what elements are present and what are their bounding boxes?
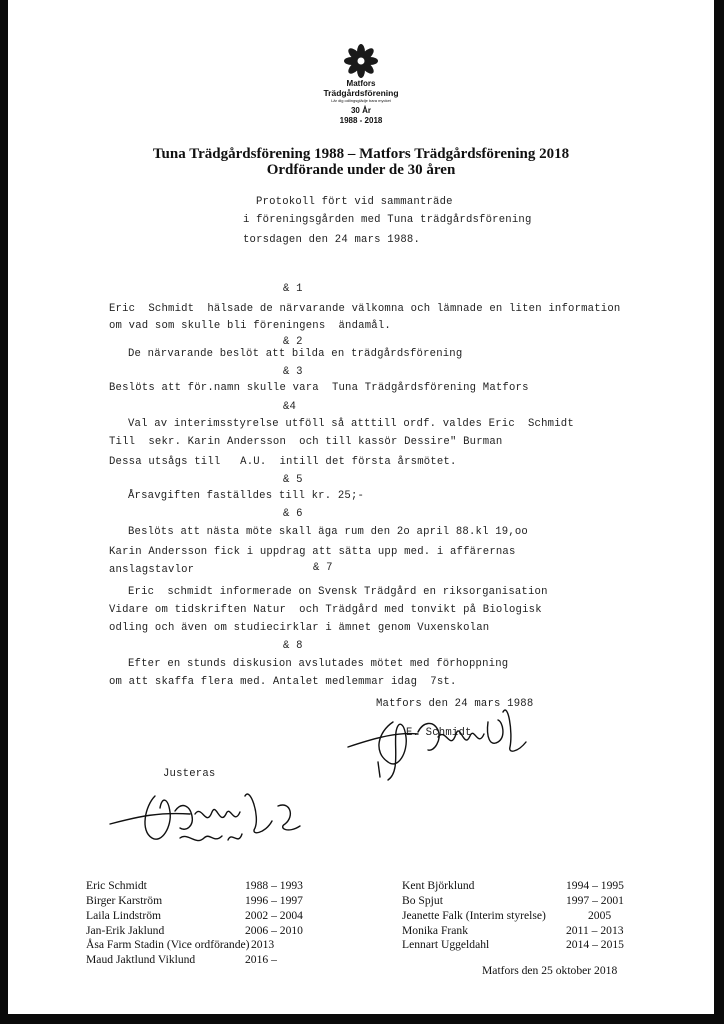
place-date: Matfors den 24 mars 1988	[376, 698, 534, 710]
protocol-line: Årsavgiften faställdes till kr. 25;-	[128, 490, 365, 502]
protocol-line: Vidare om tidskriften Natur och Trädgård med tonvikt på Biologisk	[109, 604, 542, 616]
chair-name: Bo Spjut	[402, 894, 443, 907]
chair-years: 2013	[251, 938, 275, 951]
signature-schmidt	[338, 692, 538, 784]
protocol-line: om vad som skulle bli föreningens ändamål.	[109, 320, 391, 332]
protocol-line: Efter en stunds diskusion avslutades mötet med förhoppning	[128, 658, 509, 670]
protocol-header-line: i föreningsgården med Tuna trädgårdsförening	[243, 214, 532, 226]
chair-name: Jeanette Falk (Interim styrelse)	[402, 909, 546, 922]
chair-name: Eric Schmidt	[86, 879, 147, 892]
page-subtitle: Ordförande under de 30 åren	[266, 162, 456, 178]
protocol-line: Till sekr. Karin Andersson och till kassör Dessire" Burman	[109, 436, 503, 448]
logo-name: Matfors	[346, 79, 376, 88]
section-marker: & 1	[283, 283, 303, 295]
chair-years: 2016 –	[245, 953, 277, 966]
document-page	[8, 0, 714, 1014]
chair-years: 2014 – 2015	[566, 938, 624, 951]
protocol-line: Val av interimsstyrelse utföll så atttill ordf. valdes Eric Schmidt	[128, 418, 574, 430]
logo-tagline: Lär dig odlingsglädje bara mycket	[331, 98, 391, 103]
section-marker: & 6	[283, 508, 303, 520]
protocol-line: Eric schmidt informerade on Svensk Trädgård en riksorganisation	[128, 586, 548, 598]
chair-name: Åsa Farm Stadin (Vice ordförande)	[86, 938, 250, 951]
logo-anniversary: 30 År	[350, 106, 371, 115]
section-marker: & 3	[283, 366, 303, 378]
chair-years: 2011 – 2013	[566, 924, 624, 937]
chair-name: Kent Björklund	[402, 879, 475, 892]
protocol-line: Eric Schmidt hälsade de närvarande välkomna och lämnade en liten information	[109, 303, 621, 315]
chair-name: Lennart Uggeldahl	[402, 938, 490, 951]
logo-years: 1988 - 2018	[339, 116, 383, 125]
chair-name: Monika Frank	[402, 924, 469, 937]
signer-name: E. Schmidt	[406, 727, 472, 739]
chair-years: 2006 – 2010	[245, 924, 303, 937]
logo-org: Trädgårdsförening	[323, 88, 399, 98]
protocol-line: odling och även om studiecirklar i ämnet genom Vuxenskolan	[109, 622, 490, 634]
justeras-label: Justeras	[163, 768, 216, 780]
chair-name: Birger Karström	[86, 894, 163, 907]
chair-years: 1988 – 1993	[245, 879, 303, 892]
chair-years: 2005	[588, 909, 612, 922]
protocol-line: anslagstavlor	[109, 564, 195, 576]
protocol-line: De närvarande beslöt att bilda en trädgårdsförening	[128, 348, 463, 360]
chair-name: Laila Lindström	[86, 909, 162, 922]
chair-years: 1996 – 1997	[245, 894, 303, 907]
flower-logo-icon	[344, 44, 378, 78]
chair-name: Maud Jaktlund Viklund	[86, 953, 196, 966]
protocol-header-line: Protokoll fört vid sammanträde	[256, 196, 453, 208]
signature-justeras	[100, 776, 310, 858]
chair-years: 1994 – 1995	[566, 879, 624, 892]
footer-date: Matfors den 25 oktober 2018	[482, 964, 618, 977]
section-marker: & 2	[283, 336, 303, 348]
protocol-line: om att skaffa flera med. Antalet medlemmar idag 7st.	[109, 676, 457, 688]
chair-years: 1997 – 2001	[566, 894, 624, 907]
section-marker: & 5	[283, 474, 303, 486]
section-marker: & 8	[283, 640, 303, 652]
protocol-header-line: torsdagen den 24 mars 1988.	[243, 234, 421, 246]
protocol-line: Beslöts att nästa möte skall äga rum den 2o april 88.kl 19,oo	[128, 526, 528, 538]
protocol-line: Beslöts att för.namn skulle vara Tuna Trädgårdsförening Matfors	[109, 382, 529, 394]
protocol-line: Dessa utsågs till A.U. intill det första årsmötet.	[109, 456, 457, 468]
page-title: Tuna Trädgårdsförening 1988 – Matfors Trädgårdsförening 2018	[152, 146, 570, 162]
chair-years: 2002 – 2004	[245, 909, 303, 922]
section-marker: & 7	[313, 562, 333, 574]
protocol-line: Karin Andersson fick i uppdrag att sätta upp med. i affärernas	[109, 546, 516, 558]
chair-name: Jan-Erik Jaklund	[86, 924, 165, 937]
section-marker: &4	[283, 401, 297, 413]
